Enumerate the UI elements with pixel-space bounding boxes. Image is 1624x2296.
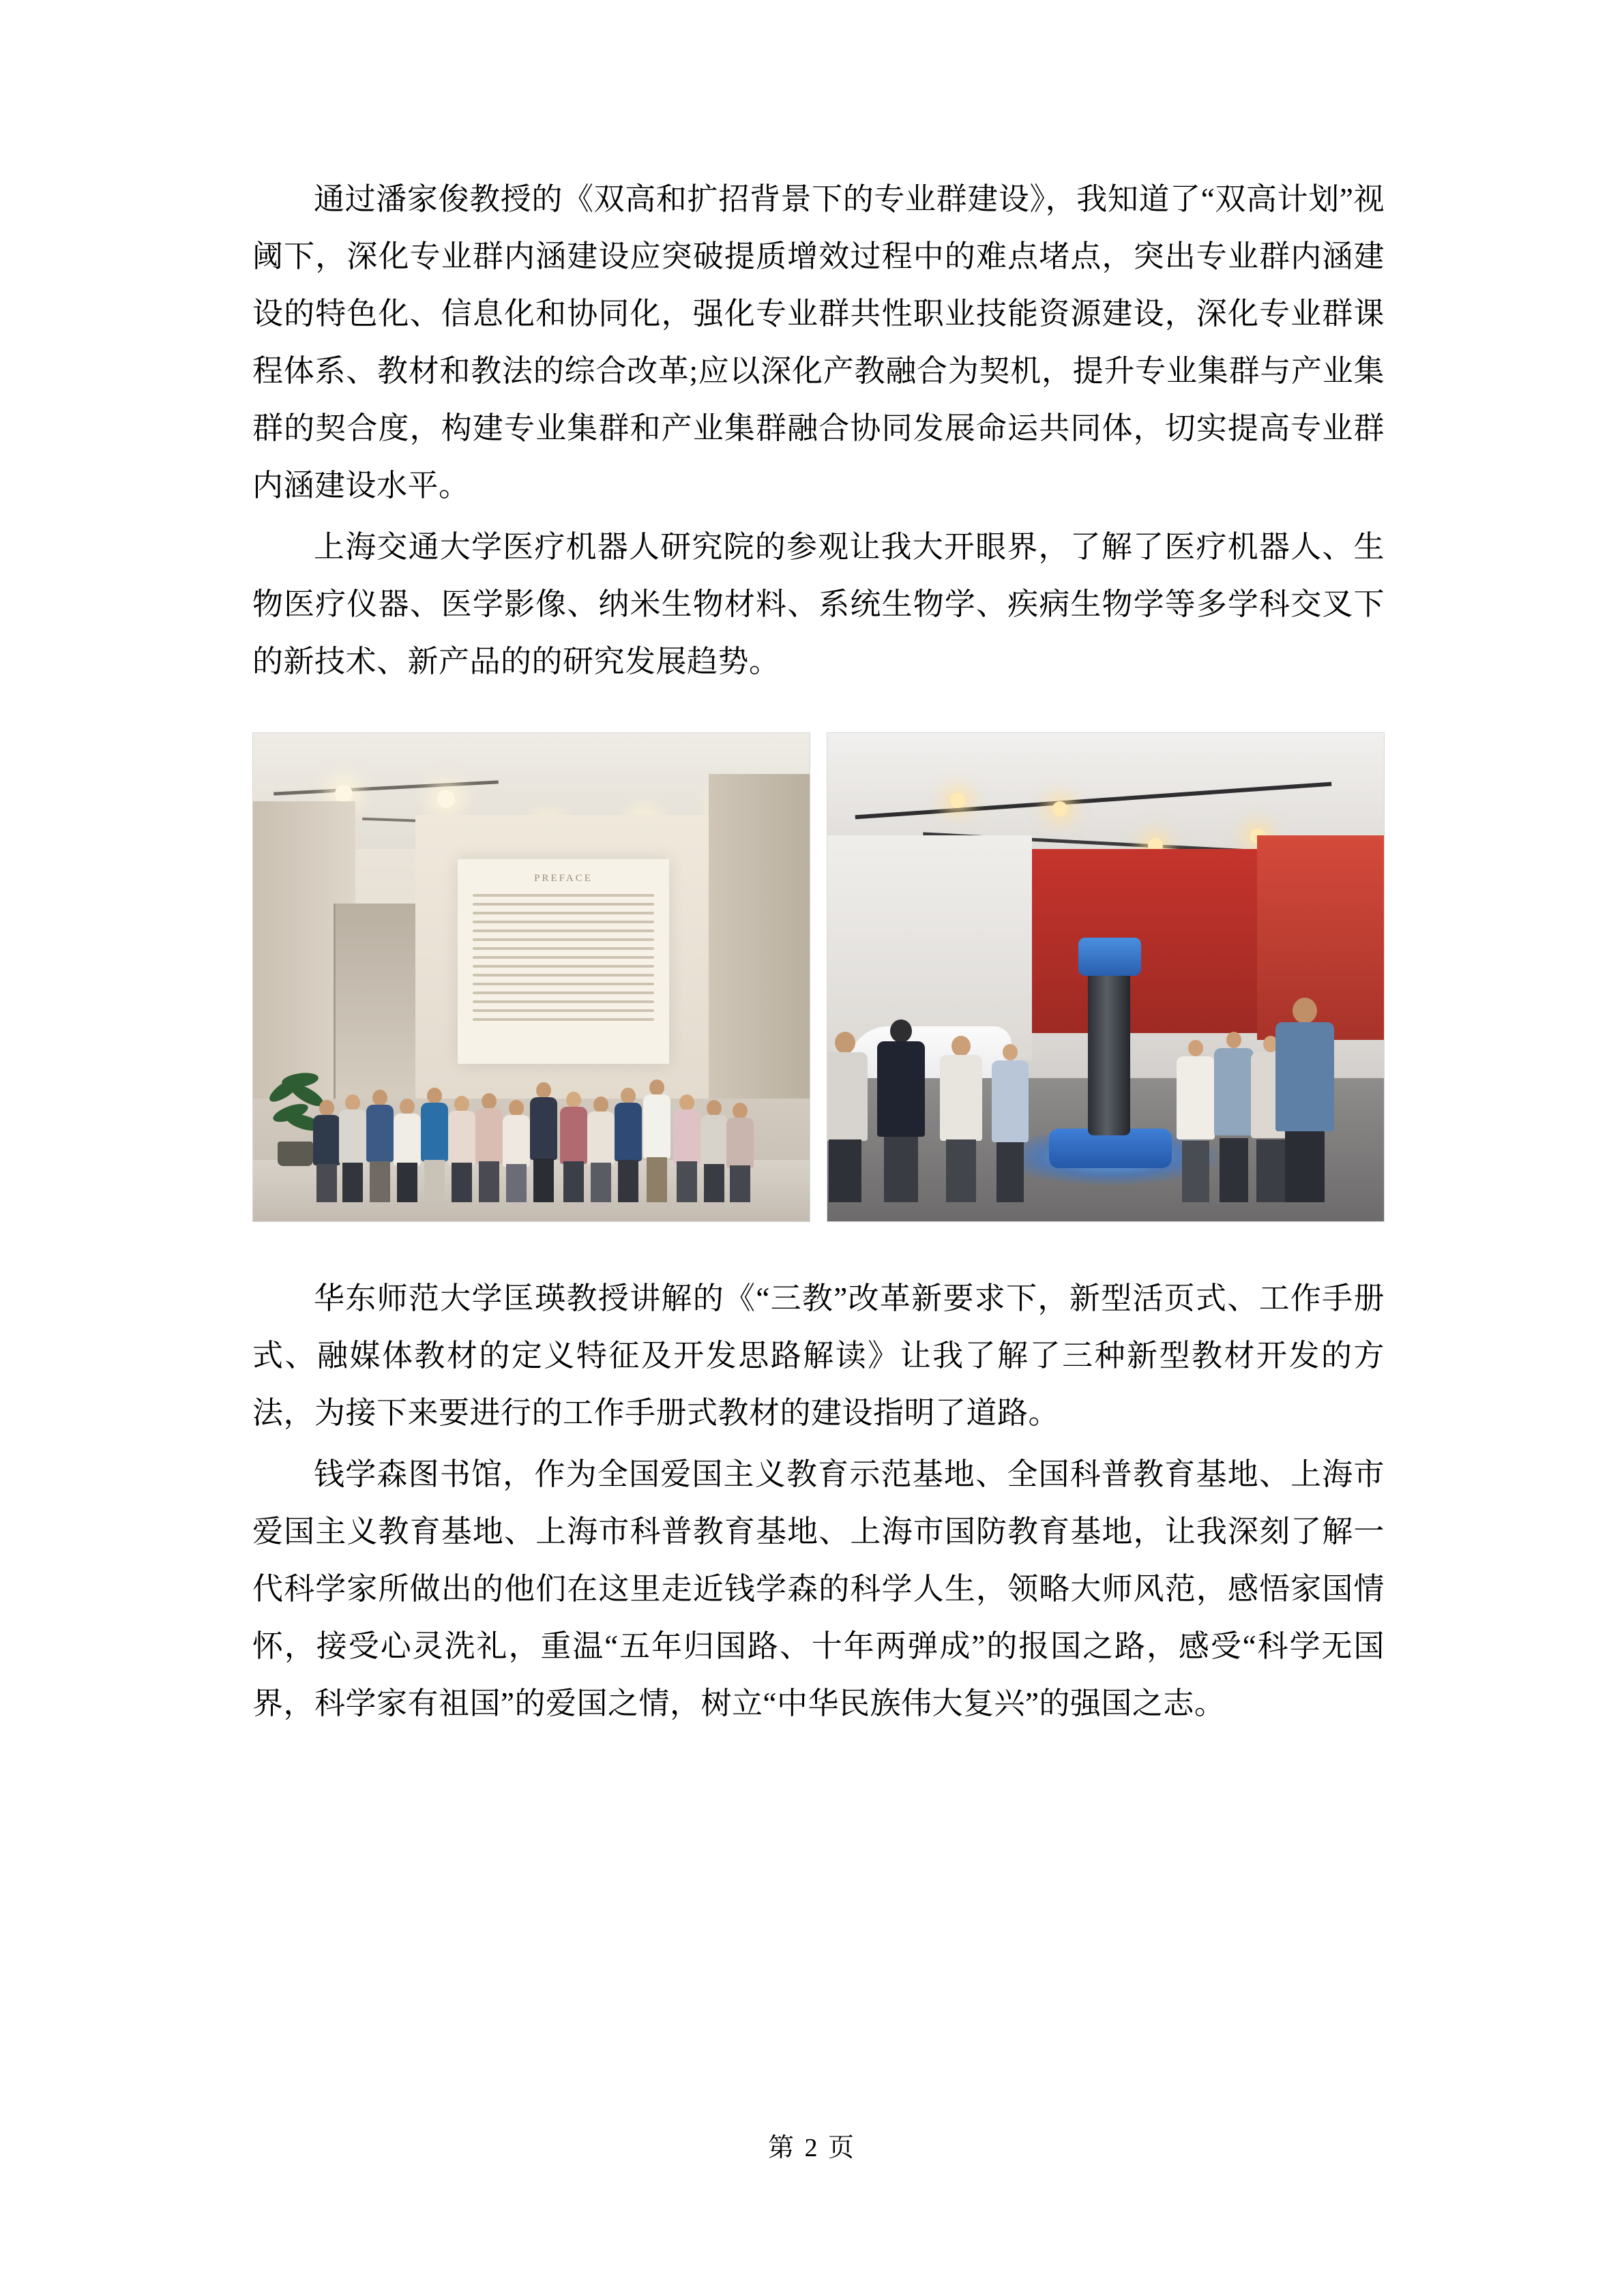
ceiling-lamp (1052, 801, 1067, 816)
spotlight (335, 785, 353, 803)
preface-title: PREFACE (534, 873, 593, 884)
ceiling-lamp (950, 793, 965, 808)
page-content (252, 170, 1385, 1736)
photo-group-visit-lobby (252, 732, 810, 1222)
paragraph-1: 通过潘家俊教授的《双高和扩招背景下的专业群建设》，我知道了“双高计划”视阈下，深化专业群内涵建设应突破提质增效过程中的难点堵点，突出专业群内涵建设的特色化、信息化和协同化，强化专业群共性职业技能资源建设，深化专业群课程体系、教材和教法的综合改革;应以深化产教融合为契机，提升专业集群与产业集群的契合度，构建专业集群和产业集群融合协同发展命运共同体，切实提高专业群内涵建设水平。 (252, 182, 1385, 503)
spotlight (437, 790, 455, 808)
paragraph-2: 上海交通大学医疗机器人研究院的参观让我大开眼界，了解了医疗机器人、生物医疗仪器、医学影像、纳米生物材料、系统生物学、疾病生物学等多学科交叉下的新技术、新产品的的研究发展趋势。 (252, 530, 1385, 679)
visitor-group (253, 977, 810, 1202)
paragraph-3: 华东师范大学匡瑛教授讲解的《“三教”改革新要求下，新型活页式、工作手册式、融媒体教材的定义特征及开发思路解读》让我了解了三种新型教材开发的方法，为接下来要进行的工作手册式教材的建设指明了道路。 (252, 1281, 1385, 1430)
visitor-group (827, 957, 1384, 1202)
paragraph-4: 钱学森图书馆，作为全国爱国主义教育示范基地、全国科普教育基地、上海市爱国主义教育基地、上海市科普教育基地、上海市国防教育基地，让我深刻了解一代科学家所做出的他们在这里走近钱学森的科学人生，领略大师风范，感悟家国情怀，接受心灵洗礼，重温“五年归国路、十年两弹成”的报国之路，感受“科学无国界，科学家有祖国”的爱国之情，树立“中华民族伟大复兴”的强国之志。 (252, 1457, 1385, 1720)
photo-robot-demonstration (827, 732, 1385, 1222)
image-row (252, 732, 1385, 1222)
page-footer: 第 2 页 (767, 2134, 856, 2162)
